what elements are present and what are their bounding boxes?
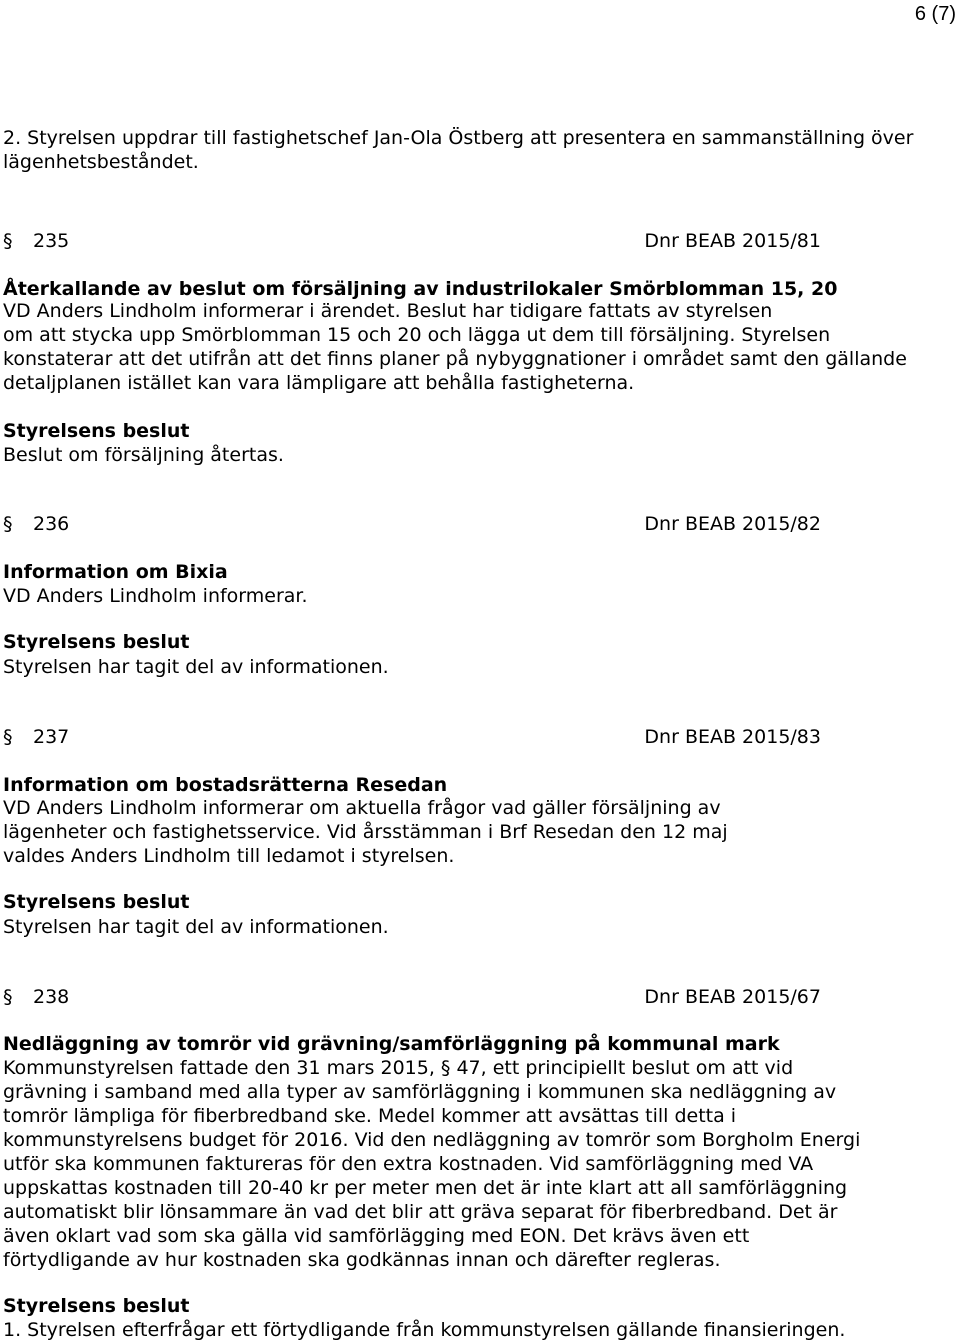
paragraph-sign-icon: § bbox=[3, 986, 13, 1008]
intro-line-1: 2. Styrelsen uppdrar till fastighetschef Jan-Ola Östberg att presentera en sammanställning över bbox=[3, 127, 914, 149]
paragraph-sign-icon: § bbox=[3, 513, 13, 535]
section-238-body-line-8: även oklart vad som ska gälla vid samförlägging med EON. Det krävs även ett bbox=[3, 1225, 750, 1247]
section-238-body-line-7: automatiskt blir lönsammare än vad det blir att gräva separat för fiberbredband. Det är bbox=[3, 1201, 838, 1223]
section-236-number-group bbox=[3, 512, 69, 536]
section-235-body-line-3: konstaterar att det utifrån att det finns planer på nybyggnationer i området samt den gällande bbox=[3, 348, 907, 370]
section-235-decision-heading: Styrelsens beslut bbox=[3, 420, 190, 442]
section-235-body-line-4: detaljplanen istället kan vara lämpligare att behålla fastigheterna. bbox=[3, 372, 635, 394]
section-235-body-line-2: om att stycka upp Smörblomman 15 och 20 och lägga ut dem till försäljning. Styrelsen bbox=[3, 324, 831, 346]
section-237-title: Information om bostadsrätterna Resedan bbox=[3, 774, 448, 796]
section-238-body-line-1: Kommunstyrelsen fattade den 31 mars 2015, § 47, ett principiellt beslut om att vid bbox=[3, 1057, 794, 1079]
section-238-number-group bbox=[3, 985, 69, 1009]
section-235-body-line-1: VD Anders Lindholm informerar i ärendet. Beslut har tidigare fattats av styrelsen bbox=[3, 300, 773, 322]
section-238-number: 238 bbox=[33, 986, 70, 1008]
section-238-body-line-2: grävning i samband med alla typer av samförläggning i kommunen ska nedläggning av bbox=[3, 1081, 837, 1103]
section-237-number-group bbox=[3, 725, 69, 749]
section-236-decision-line-1: Styrelsen har tagit del av informationen. bbox=[3, 656, 389, 678]
section-237-number: 237 bbox=[33, 726, 70, 748]
section-235-header bbox=[3, 229, 821, 253]
section-237-dnr: Dnr BEAB 2015/83 bbox=[644, 726, 821, 748]
section-235-decision-line-1: Beslut om försäljning återtas. bbox=[3, 444, 284, 466]
section-238-dnr: Dnr BEAB 2015/67 bbox=[644, 986, 821, 1008]
section-238-body-line-5: utför ska kommunen faktureras för den extra kostnaden. Vid samförläggning med VA bbox=[3, 1153, 814, 1175]
section-238-header bbox=[3, 985, 821, 1009]
section-238-decision-line-1: 1. Styrelsen efterfrågar ett förtydligande från kommunstyrelsen gällande finansieringen. bbox=[3, 1319, 846, 1341]
section-238-body-line-3: tomrör lämpliga för fiberbredband ske. Medel kommer att avsättas till detta i bbox=[3, 1105, 737, 1127]
section-235-title: Återkallande av beslut om försäljning av industrilokaler Smörblomman 15, 20 bbox=[3, 278, 838, 300]
section-238-body-line-9: förtydligande av hur kostnaden ska godkännas innan och därefter regleras. bbox=[3, 1249, 721, 1271]
section-236-number: 236 bbox=[33, 513, 70, 535]
paragraph-sign-icon: § bbox=[3, 230, 13, 252]
section-237-header bbox=[3, 725, 821, 749]
intro-line-2: lägenhetsbeståndet. bbox=[3, 151, 199, 173]
section-238-body-line-4: kommunstyrelsens budget för 2016. Vid den nedläggning av tomrör som Borgholm Energi bbox=[3, 1129, 861, 1151]
section-237-body-line-2: lägenheter och fastighetsservice. Vid årsstämman i Brf Resedan den 12 maj bbox=[3, 821, 728, 843]
section-235-dnr: Dnr BEAB 2015/81 bbox=[644, 230, 821, 252]
section-237-body-line-3: valdes Anders Lindholm till ledamot i styrelsen. bbox=[3, 845, 455, 867]
section-236-body-line-1: VD Anders Lindholm informerar. bbox=[3, 585, 308, 607]
section-237-decision-heading: Styrelsens beslut bbox=[3, 891, 190, 913]
section-236-header bbox=[3, 512, 821, 536]
section-238-title: Nedläggning av tomrör vid grävning/samförläggning på kommunal mark bbox=[3, 1033, 780, 1055]
section-238-body-line-6: uppskattas kostnaden till 20-40 kr per meter men det är inte klart att all samförläggning bbox=[3, 1177, 848, 1199]
section-236-title: Information om Bixia bbox=[3, 561, 228, 583]
section-238-decision-heading: Styrelsens beslut bbox=[3, 1295, 190, 1317]
section-236-dnr: Dnr BEAB 2015/82 bbox=[644, 513, 821, 535]
section-237-body-line-1: VD Anders Lindholm informerar om aktuella frågor vad gäller försäljning av bbox=[3, 797, 721, 819]
page-number: 6 (7) bbox=[914, 3, 956, 25]
paragraph-sign-icon: § bbox=[3, 726, 13, 748]
section-235-number-group bbox=[3, 229, 69, 253]
section-237-decision-line-1: Styrelsen har tagit del av informationen. bbox=[3, 916, 389, 938]
section-236-decision-heading: Styrelsens beslut bbox=[3, 631, 190, 653]
section-235-number: 235 bbox=[33, 230, 70, 252]
